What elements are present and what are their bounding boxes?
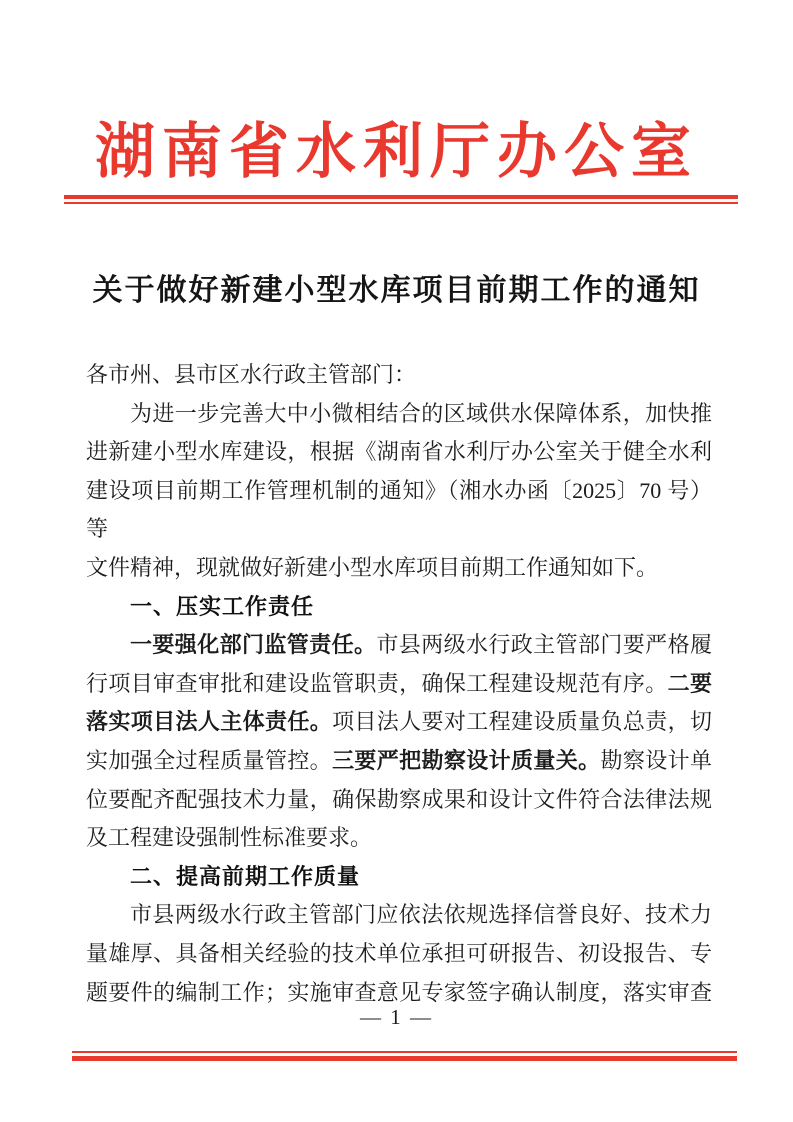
text-run: 量雄厚、具备相关经验的技术单位承担可研报告、初设报告、专 — [86, 940, 712, 966]
red-divider-bottom-thick-line — [72, 1056, 737, 1061]
body-line — [86, 549, 712, 588]
text-run: 落实项目法人主体责任。 — [86, 709, 333, 735]
body-line — [86, 703, 712, 742]
body-line — [86, 665, 712, 704]
body-line — [86, 433, 712, 472]
body-line — [86, 935, 712, 974]
text-run: 进新建小型水库建设，根据《湖南省水利厅办公室关于健全水利 — [86, 439, 712, 465]
body-line — [86, 742, 712, 781]
text-run: 及工程建设强制性标准要求。 — [86, 825, 373, 851]
body-line — [86, 356, 712, 395]
text-run: 为进一步完善大中小微相结合的区域供水保障体系，加快推 — [130, 400, 712, 426]
text-run: 题要件的编制工作；实施审查意见专家签字确认制度，落实审查 — [86, 979, 712, 1005]
document-title: 关于做好新建小型水库项目前期工作的通知 — [92, 274, 701, 307]
text-run: 二、提高前期工作质量 — [130, 863, 361, 889]
body-line — [86, 626, 712, 665]
text-run: 文件精神，现就做好新建小型水库项目前期工作通知如下。 — [86, 554, 659, 580]
text-run: 市县两级水行政主管部门要严格履 — [376, 632, 712, 658]
page-number: — 1 — — [360, 1005, 433, 1029]
text-run: 二要 — [667, 670, 712, 696]
body-line — [86, 896, 712, 935]
text-run: 勘察设计单 — [600, 747, 712, 773]
body-line — [86, 819, 712, 858]
red-divider-top — [64, 195, 738, 204]
text-run: 市县两级水行政主管部门应依法依规选择信誉良好、技术力 — [130, 902, 712, 928]
text-run: 建设项目前期工作管理机制的通知》（湘水办函〔2025〕70 号）等 — [86, 477, 712, 542]
text-run: 行项目审查审批和建设监管职责，确保工程建设规范有序。 — [86, 670, 668, 696]
text-run: 实加强全过程质量管控。 — [86, 747, 333, 773]
letterhead-title: 湖南省水利厅办公室 — [95, 119, 698, 185]
body-line — [86, 395, 712, 434]
text-run: 项目法人要对工程建设质量负总责，切 — [332, 709, 712, 735]
text-run: 一要强化部门监管责任。 — [130, 632, 377, 658]
section-heading — [86, 858, 712, 897]
text-run: 一、压实工作责任 — [130, 593, 315, 619]
red-divider-bottom — [72, 1051, 737, 1061]
body-line — [86, 781, 712, 820]
text-run: 各市州、县市区水行政主管部门： — [86, 362, 417, 387]
section-heading — [86, 588, 712, 627]
text-run: 位要配齐配强技术力量，确保勘察成果和设计文件符合法律法规 — [86, 786, 712, 812]
text-run: 三要严把勘察设计质量关。 — [332, 747, 601, 773]
document-body — [86, 356, 712, 1012]
red-divider-top-thin-line — [64, 202, 738, 204]
body-line — [86, 472, 712, 549]
